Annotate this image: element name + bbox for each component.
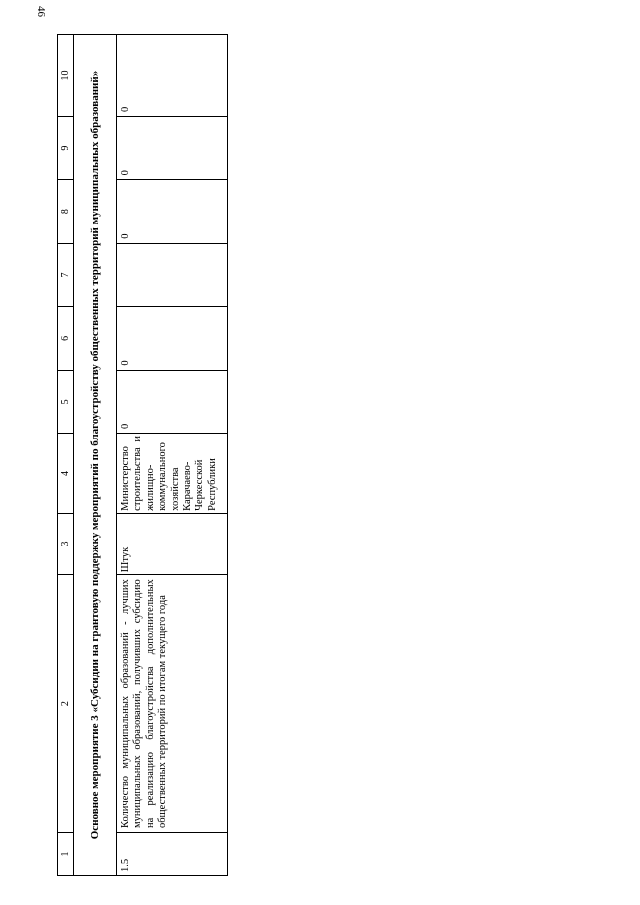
value-cell: 0	[117, 180, 228, 243]
section-title: Основное мероприятие 3 «Субсидии на грантовую поддержку мероприятий по благоустройству общественных территорий муниципальных образований»	[74, 35, 117, 876]
column-number-row	[58, 35, 74, 876]
column-header: 1	[58, 833, 74, 876]
column-header: 9	[58, 116, 74, 179]
column-header: 4	[58, 434, 74, 514]
value-cell: 0	[117, 116, 228, 179]
page-number	[27, 6, 47, 26]
column-header: 3	[58, 513, 74, 574]
column-header: 5	[58, 370, 74, 433]
row-number: 1.5	[117, 833, 228, 876]
indicators-table	[57, 34, 228, 876]
section-title-row	[74, 35, 117, 876]
column-header: 2	[58, 575, 74, 833]
page-number-text: 46	[35, 6, 47, 17]
indicator-name: Количество муниципальных образований - лучших муниципальных образований, получивших субсидию на реализацию благоустройства дополнительных общественных территорий по итогам текущего года	[117, 575, 228, 833]
unit-of-measure: Штук	[117, 513, 228, 574]
column-header: 10	[58, 35, 74, 117]
rotated-table-container	[57, 34, 220, 876]
table-row	[117, 35, 228, 876]
column-header: 7	[58, 243, 74, 306]
value-cell	[117, 243, 228, 306]
value-cell: 0	[117, 370, 228, 433]
value-cell: 0	[117, 35, 228, 117]
column-header: 6	[58, 307, 74, 370]
column-header: 8	[58, 180, 74, 243]
responsible-executor: Министерство строительства и жилищно-коммунального хозяйства Карачаево-Черкесской Республики	[117, 434, 228, 514]
value-cell: 0	[117, 307, 228, 370]
